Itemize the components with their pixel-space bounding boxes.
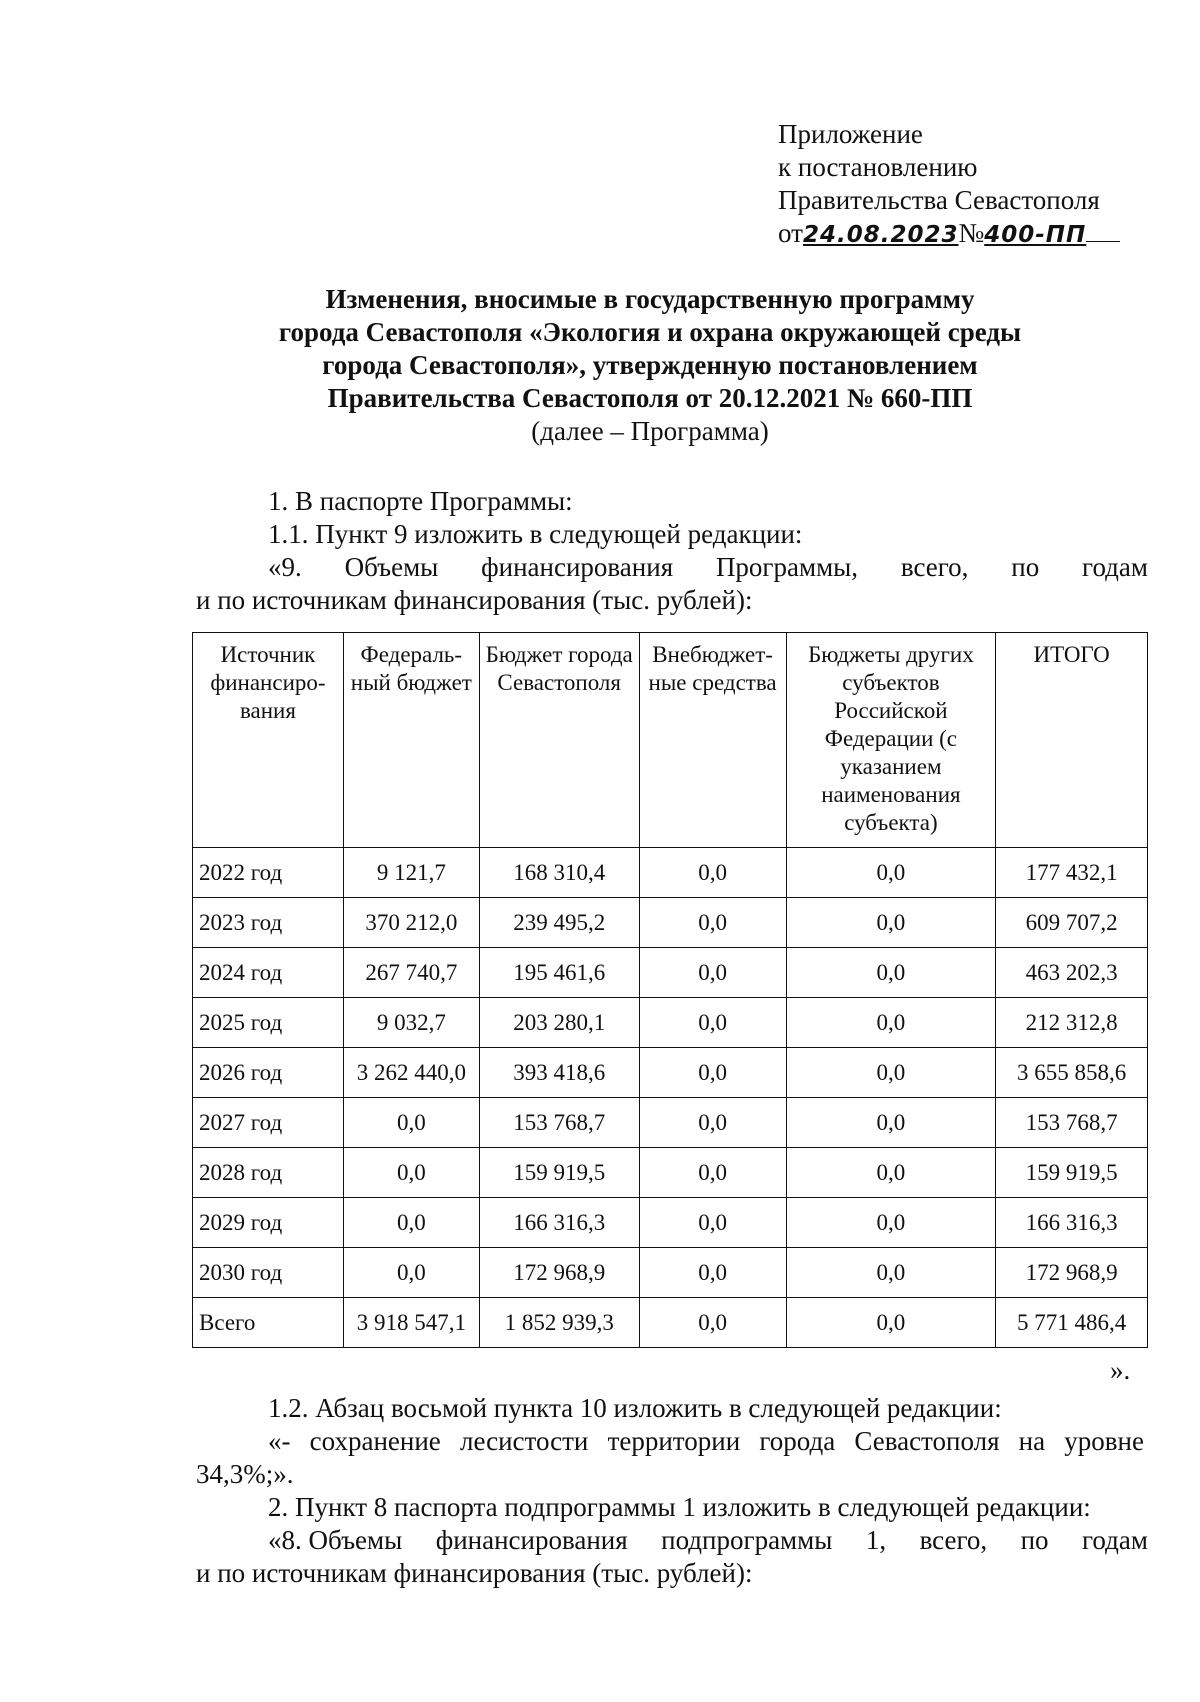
cell-extra: 0,0 <box>639 1298 786 1348</box>
cell-total: 177 432,1 <box>996 848 1148 898</box>
cell-federal: 3 918 547,1 <box>343 1298 479 1348</box>
table-row-total <box>193 1298 1148 1348</box>
header-extra-budget: Внебюджет-ные средства <box>639 633 786 848</box>
header-source: Источник финансиро-вания <box>193 633 344 848</box>
approval-date-line <box>778 217 1138 252</box>
cell-total: 172 968,9 <box>996 1248 1148 1298</box>
date-prefix: от <box>778 218 803 248</box>
handwritten-date: 24.08.2023 <box>802 222 959 248</box>
table-row <box>193 948 1148 998</box>
cell-city: 203 280,1 <box>479 998 639 1048</box>
cell-extra: 0,0 <box>639 1098 786 1148</box>
p8-word: всего, <box>919 1525 988 1555</box>
paragraph-9-line-1 <box>268 551 1148 584</box>
cell-other: 0,0 <box>786 848 996 898</box>
cell-extra: 0,0 <box>639 1048 786 1098</box>
cell-year: 2030 год <box>193 1248 344 1298</box>
closing-quote: ». <box>1110 1355 1131 1385</box>
p9-word: по <box>1011 552 1040 582</box>
cell-year: 2023 год <box>193 898 344 948</box>
cell-city: 239 495,2 <box>479 898 639 948</box>
cell-extra: 0,0 <box>639 848 786 898</box>
cell-total: 3 655 858,6 <box>996 1048 1148 1098</box>
approval-block <box>778 118 1138 252</box>
p8-word: «8. Объемы <box>268 1525 403 1555</box>
table-row <box>193 1248 1148 1298</box>
paragraph-9-line-2: и по источникам финансирования (тыс. рублей): <box>196 585 753 615</box>
cell-other: 0,0 <box>786 1048 996 1098</box>
cell-city: 168 310,4 <box>479 848 639 898</box>
cell-city: 195 461,6 <box>479 948 639 998</box>
cell-other: 0,0 <box>786 998 996 1048</box>
cell-year: 2024 год <box>193 948 344 998</box>
paragraph-8-line-1 <box>268 1524 1148 1557</box>
cell-extra: 0,0 <box>639 948 786 998</box>
cell-federal: 9 032,7 <box>343 998 479 1048</box>
cell-year: 2025 год <box>193 998 344 1048</box>
cell-federal: 0,0 <box>343 1098 479 1148</box>
cell-year: 2022 год <box>193 848 344 898</box>
title-line-3: города Севастополя», утвержденную постановлением <box>322 350 978 380</box>
cell-total: 166 316,3 <box>996 1198 1148 1248</box>
cell-city: 172 968,9 <box>479 1248 639 1298</box>
cell-total: 463 202,3 <box>996 948 1148 998</box>
cell-federal: 267 740,7 <box>343 948 479 998</box>
approval-line-2: к постановлению <box>778 152 978 182</box>
cell-city: 393 418,6 <box>479 1048 639 1098</box>
p9-word: финансирования <box>481 552 674 582</box>
cell-extra: 0,0 <box>639 1198 786 1248</box>
table-row <box>193 1198 1148 1248</box>
p9-word: «9. <box>268 552 302 582</box>
cell-extra: 0,0 <box>639 1148 786 1198</box>
number-sign: № <box>958 218 985 248</box>
header-federal: Федераль-ный бюджет <box>343 633 479 848</box>
paragraph-2: 2. Пункт 8 паспорта подпрограммы 1 изложить в следующей редакции: <box>268 1492 1091 1522</box>
title-line-5: (далее – Программа) <box>531 416 769 446</box>
table-row <box>193 998 1148 1048</box>
table-row <box>193 1148 1148 1198</box>
header-total: ИТОГО <box>996 633 1148 848</box>
cell-federal: 0,0 <box>343 1248 479 1298</box>
cell-federal: 9 121,7 <box>343 848 479 898</box>
cell-other: 0,0 <box>786 1298 996 1348</box>
cell-other: 0,0 <box>786 1098 996 1148</box>
title-line-4: Правительства Севастополя от 20.12.2021 № 660-ПП <box>327 383 973 413</box>
p8-word: финансирования <box>435 1525 628 1555</box>
cell-federal: 0,0 <box>343 1198 479 1248</box>
cell-total: 609 707,2 <box>996 898 1148 948</box>
cell-year: 2027 год <box>193 1098 344 1148</box>
header-city-budget: Бюджет города Севастополя <box>479 633 639 848</box>
handwritten-number: 400-ПП <box>984 222 1087 248</box>
p9-word: Объемы <box>344 552 439 582</box>
table-row <box>193 898 1148 948</box>
cell-other: 0,0 <box>786 1248 996 1298</box>
cell-other: 0,0 <box>786 948 996 998</box>
approval-line-3: Правительства Севастополя <box>778 185 1100 215</box>
cell-total: 159 919,5 <box>996 1148 1148 1198</box>
cell-extra: 0,0 <box>639 1248 786 1298</box>
table-row <box>193 848 1148 898</box>
cell-other: 0,0 <box>786 898 996 948</box>
paragraph-1-2: 1.2. Абзац восьмой пункта 10 изложить в следующей редакции: <box>268 1393 1002 1423</box>
cell-year: 2029 год <box>193 1198 344 1248</box>
cell-total: 153 768,7 <box>996 1098 1148 1148</box>
table-header-row <box>193 633 1148 848</box>
cell-federal: 370 212,0 <box>343 898 479 948</box>
cell-year: 2028 год <box>193 1148 344 1198</box>
title-line-2: города Севастополя «Экология и охрана окружающей среды <box>278 317 1022 347</box>
cell-federal: 3 262 440,0 <box>343 1048 479 1098</box>
p9-word: годам <box>1082 552 1148 582</box>
table-row <box>193 1098 1148 1148</box>
paragraph-1-1: 1.1. Пункт 9 изложить в следующей редакции: <box>268 519 803 549</box>
paragraph-1: 1. В паспорте Программы: <box>268 486 573 516</box>
p8-word: 1, <box>865 1525 887 1555</box>
cell-extra: 0,0 <box>639 898 786 948</box>
cell-year: Всего <box>193 1298 344 1348</box>
cell-year: 2026 год <box>193 1048 344 1098</box>
p8-word: подпрограммы <box>661 1525 833 1555</box>
p9-word: Программы, <box>715 552 859 582</box>
cell-total: 212 312,8 <box>996 998 1148 1048</box>
cell-total: 5 771 486,4 <box>996 1298 1148 1348</box>
cell-extra: 0,0 <box>639 998 786 1048</box>
financing-table <box>192 632 1148 1348</box>
paragraph-8-line-2: и по источникам финансирования (тыс. рублей): <box>196 1558 753 1588</box>
p9-word: всего, <box>900 552 969 582</box>
cell-city: 153 768,7 <box>479 1098 639 1148</box>
cell-city: 166 316,3 <box>479 1198 639 1248</box>
title-line-1: Изменения, вносимые в государственную программу <box>325 284 975 314</box>
header-other-subjects: Бюджеты других субъектов Российской Федерации (с указанием наименования субъекта) <box>786 633 996 848</box>
cell-city: 1 852 939,3 <box>479 1298 639 1348</box>
cell-federal: 0,0 <box>343 1148 479 1198</box>
document-title <box>150 283 1150 448</box>
cell-city: 159 919,5 <box>479 1148 639 1198</box>
cell-other: 0,0 <box>786 1148 996 1198</box>
cell-other: 0,0 <box>786 1198 996 1248</box>
p8-word: по <box>1020 1525 1049 1555</box>
underline-blank <box>1086 219 1120 242</box>
approval-line-1: Приложение <box>778 119 923 149</box>
paragraph-1-2-quote: «- сохранение лесистости территории города Севастополя на уровне 34,3%;». <box>196 1426 1144 1489</box>
table-row <box>193 1048 1148 1098</box>
p8-word: годам <box>1082 1525 1148 1555</box>
